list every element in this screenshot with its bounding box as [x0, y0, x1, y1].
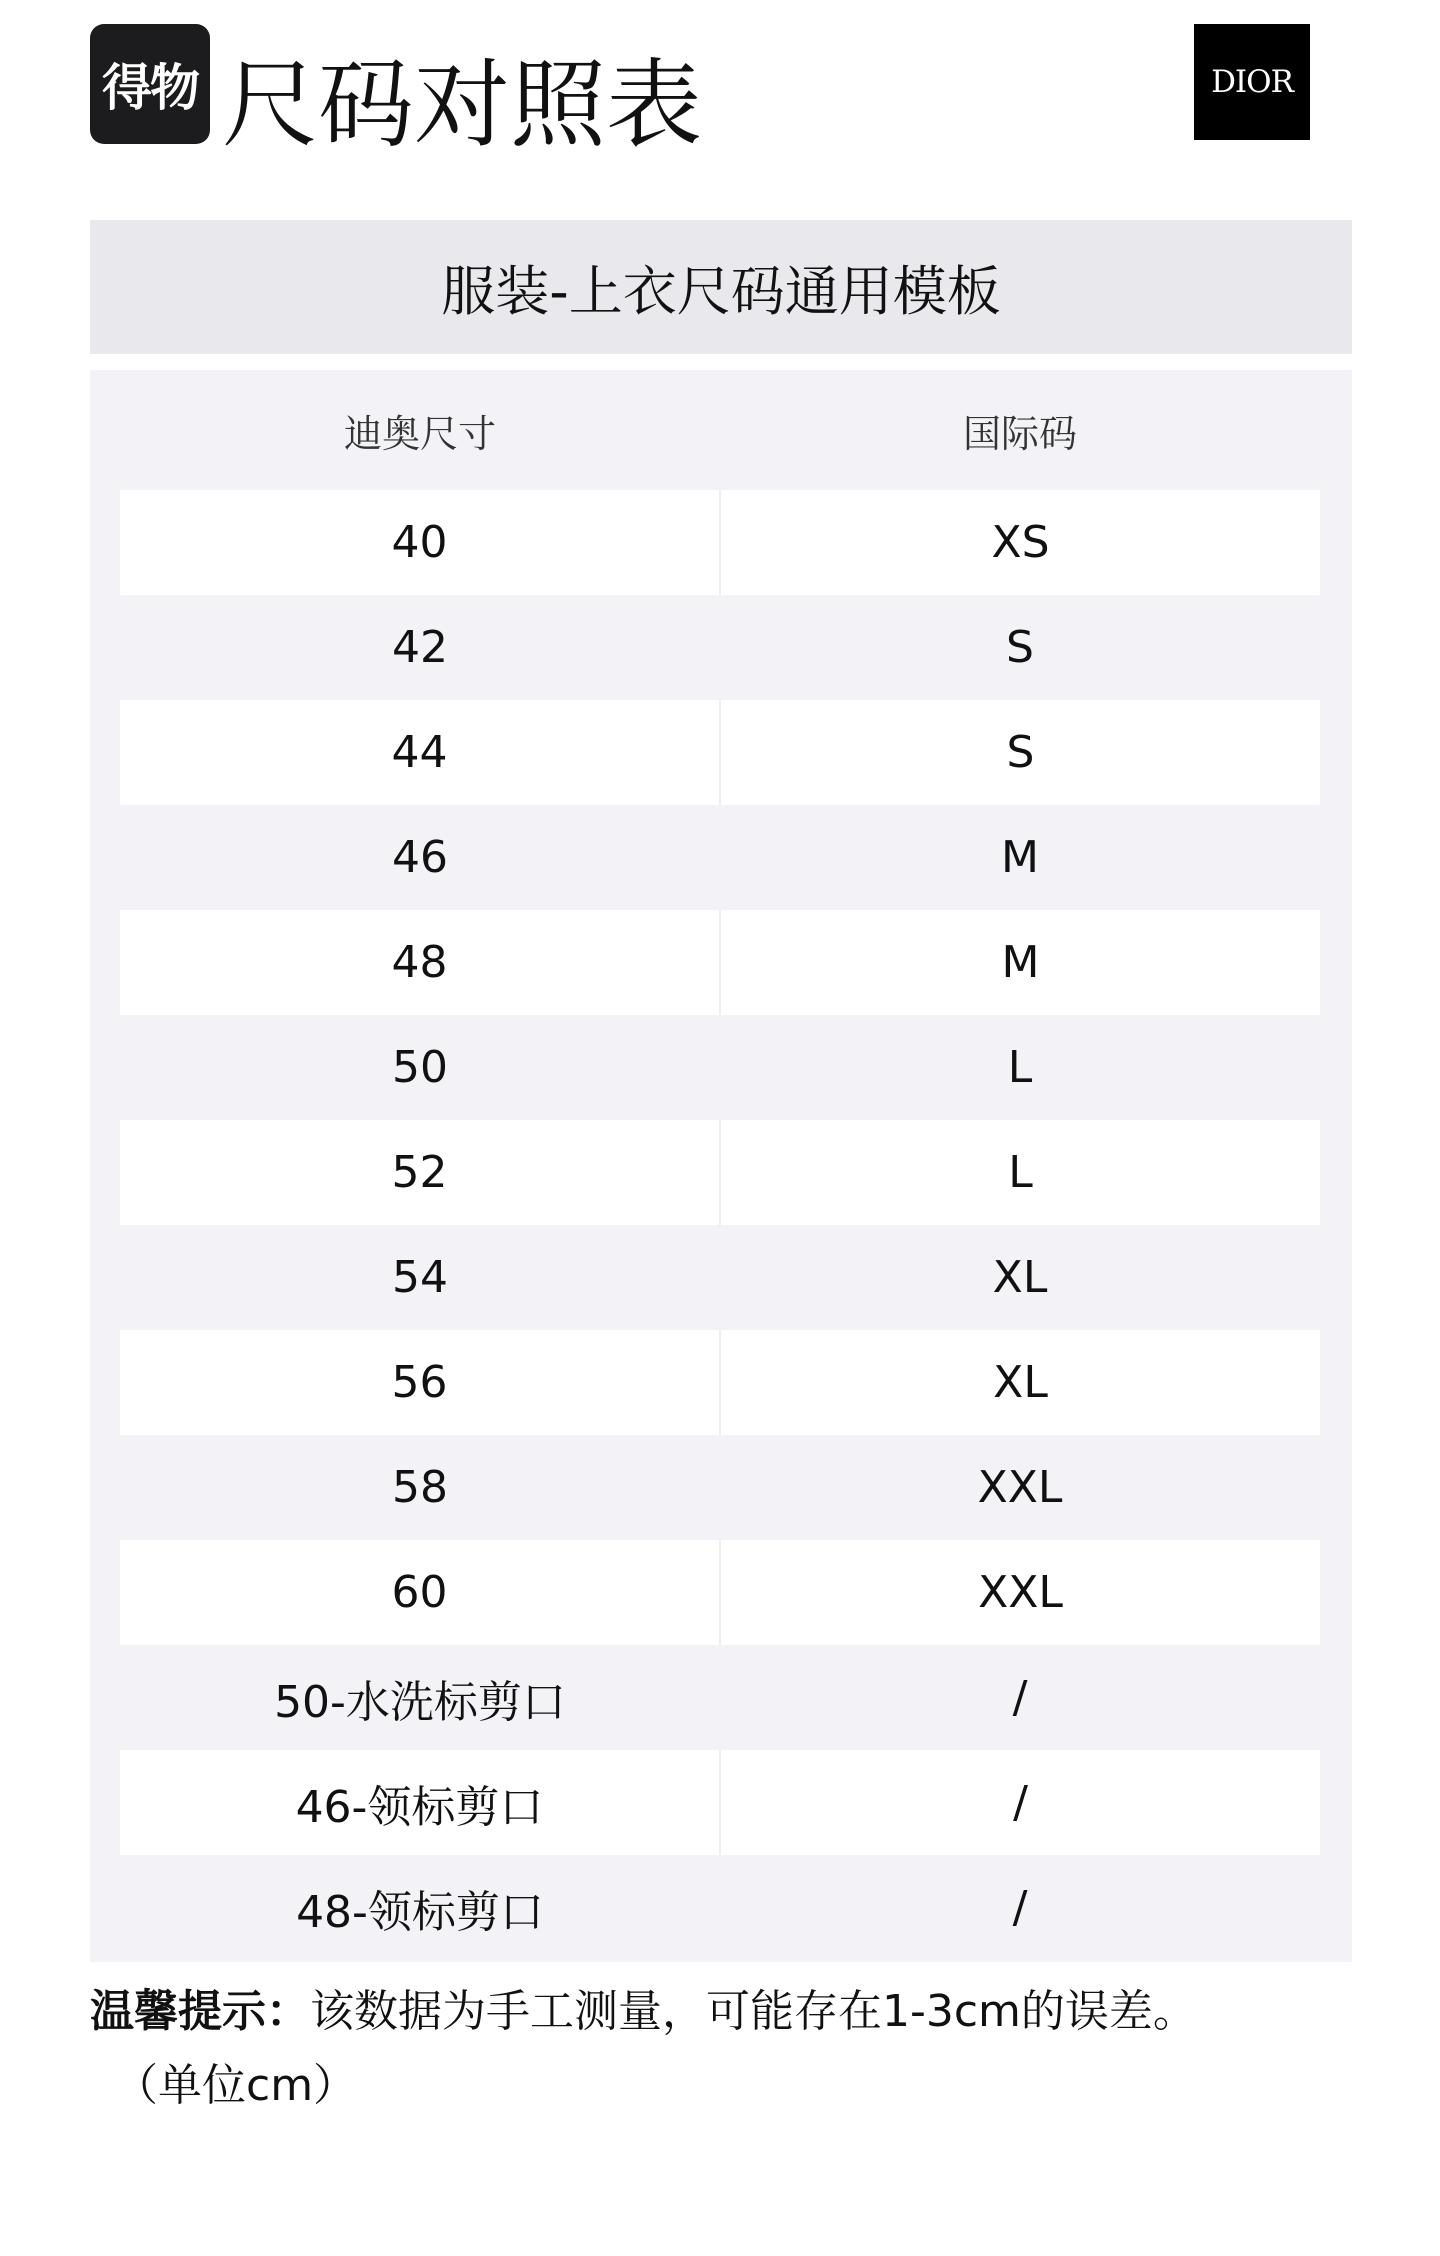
column-header-international-size: 国际码 [962, 411, 1077, 456]
cell-international-size: S [721, 700, 1320, 805]
cell-international-size: / [721, 1750, 1320, 1855]
cell-dior-size: 44 [120, 700, 721, 805]
table-body [120, 490, 1320, 1960]
unit-note: （单位cm） [114, 2060, 358, 2111]
cell-international-size: M [721, 910, 1320, 1015]
table-row [120, 910, 1320, 1015]
column-header-dior-size: 迪奥尺寸 [343, 411, 496, 456]
table-row [120, 1435, 1320, 1540]
table-row [120, 700, 1320, 805]
cell-international-size: XXL [977, 1462, 1063, 1513]
section-title: 服装-上衣尺码通用模板 [90, 220, 1352, 354]
cell-dior-size: 52 [120, 1120, 721, 1225]
cell-international-size: XL [992, 1252, 1048, 1303]
cell-international-size: XS [721, 490, 1320, 595]
header [90, 22, 1350, 162]
table-header-row [120, 370, 1320, 490]
cell-international-size: XXL [721, 1540, 1320, 1645]
tip-text: 该数据为手工测量，可能存在1-3cm的误差。 [310, 1986, 1197, 2037]
size-table [90, 370, 1352, 1962]
cell-dior-size: 50 [392, 1042, 448, 1093]
cell-international-size: M [1001, 832, 1039, 883]
tip-note [90, 1975, 1360, 2123]
table-row [120, 1330, 1320, 1435]
cell-international-size: / [1012, 1882, 1028, 1933]
cell-dior-size: 48 [120, 910, 721, 1015]
cell-dior-size: 46-领标剪口 [120, 1750, 721, 1855]
cell-dior-size: 48-领标剪口 [296, 1886, 544, 1938]
cell-dior-size: 54 [392, 1252, 448, 1303]
cell-dior-size: 56 [120, 1330, 721, 1435]
table-row [120, 1750, 1320, 1855]
cell-dior-size: 42 [392, 622, 448, 673]
table-row [120, 1855, 1320, 1960]
table-row [120, 1120, 1320, 1225]
table-row [120, 490, 1320, 595]
table-row [120, 1540, 1320, 1645]
cell-dior-size: 40 [120, 490, 721, 595]
table-row [120, 595, 1320, 700]
table-row [120, 1645, 1320, 1750]
table-row [120, 1225, 1320, 1330]
dior-logo: DIOR [1194, 24, 1310, 140]
cell-international-size: L [1007, 1042, 1033, 1093]
cell-dior-size: 50-水洗标剪口 [274, 1676, 566, 1728]
tip-label: 温馨提示： [90, 1986, 310, 2037]
cell-dior-size: 58 [392, 1462, 448, 1513]
table-row [120, 1015, 1320, 1120]
table-row [120, 805, 1320, 910]
cell-international-size: L [721, 1120, 1320, 1225]
dewu-logo: 得物 [90, 24, 210, 144]
page-title: 尺码对照表 [222, 49, 702, 161]
cell-dior-size: 60 [120, 1540, 721, 1645]
cell-international-size: XL [721, 1330, 1320, 1435]
cell-international-size: / [1012, 1672, 1028, 1723]
cell-dior-size: 46 [392, 832, 448, 883]
cell-international-size: S [1006, 622, 1034, 673]
